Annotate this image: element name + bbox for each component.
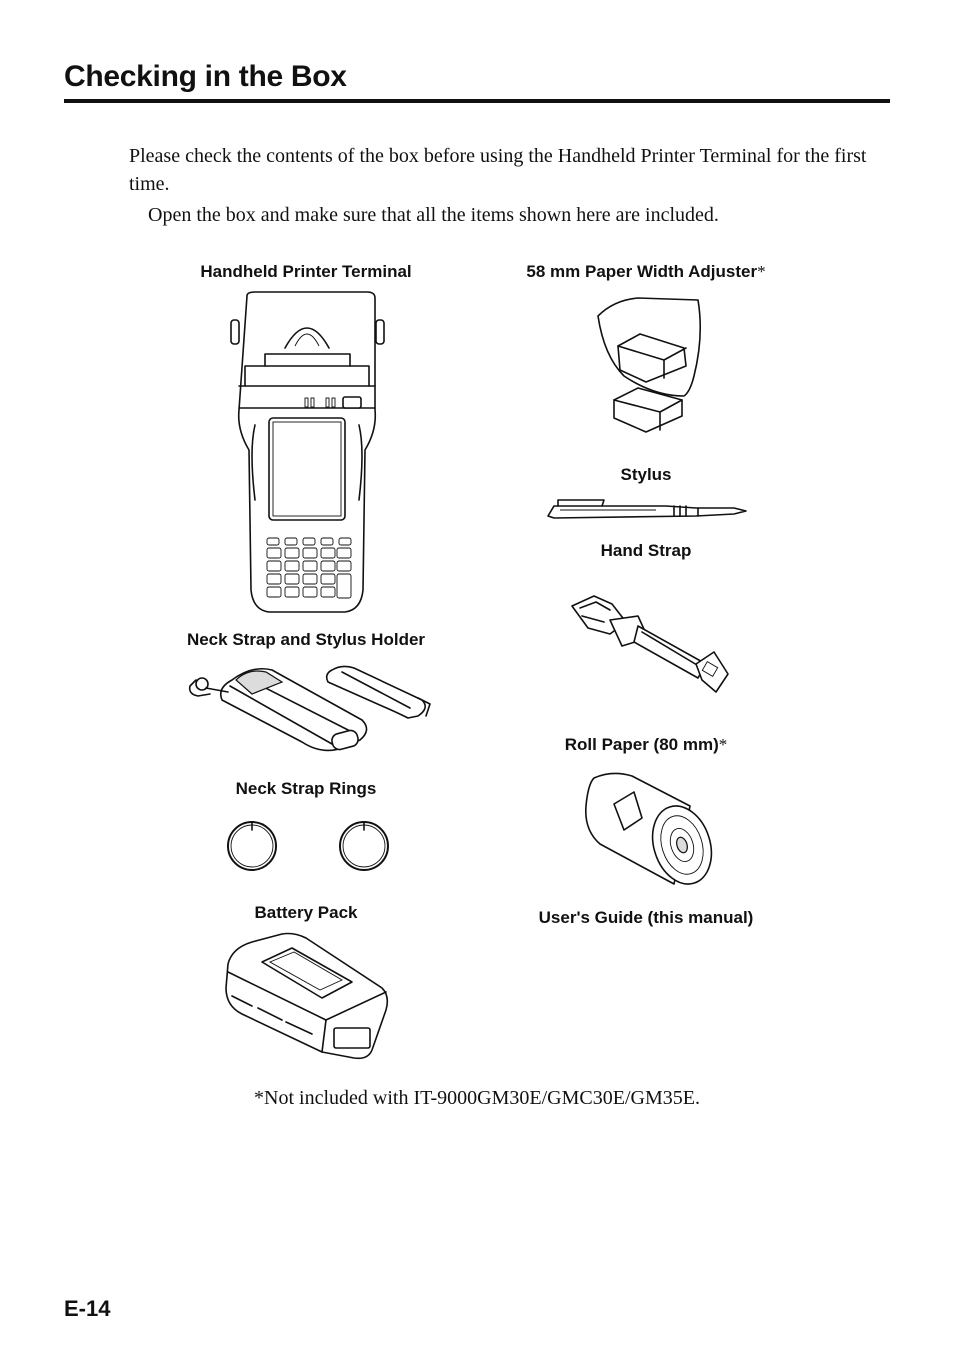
ring-icon	[338, 820, 390, 872]
label-hand-strap: Hand Strap	[600, 541, 692, 560]
label-neck-strap: Neck Strap and Stylus Holder	[186, 630, 426, 649]
label-adjuster	[496, 262, 796, 282]
stylus-icon	[546, 494, 752, 520]
intro-paragraph: Please check the contents of the box before using the Handheld Printer Terminal for the first time.	[129, 145, 867, 195]
label-rings: Neck Strap Rings	[235, 779, 377, 798]
battery-pack-icon	[222, 932, 392, 1062]
roll-paper-icon	[582, 770, 714, 888]
instruction-paragraph: Open the box and make sure that all the items shown here are included.	[148, 204, 719, 226]
hand-strap-icon	[566, 592, 731, 702]
page-title: Checking in the Box	[64, 60, 347, 93]
label-roll-paper	[496, 735, 796, 755]
label-adjuster-text: 58 mm Paper Width Adjuster	[526, 262, 758, 281]
ring-icon	[226, 820, 278, 872]
neck-strap-icon	[182, 660, 437, 760]
footnote: *Not included with IT-9000GM30E/GMC30E/GM35E.	[254, 1087, 700, 1109]
label-roll-paper-text: Roll Paper (80 mm)	[564, 735, 719, 754]
page-number: E-14	[64, 1296, 111, 1321]
label-terminal: Handheld Printer Terminal	[200, 262, 412, 281]
paper-width-adjuster-icon	[594, 296, 706, 436]
handheld-printer-terminal-icon	[225, 290, 390, 615]
label-stylus: Stylus	[620, 465, 672, 484]
label-battery: Battery Pack	[254, 903, 358, 922]
label-guide: User's Guide (this manual)	[538, 908, 754, 927]
asterisk-mark: *	[718, 735, 728, 754]
title-rule	[64, 99, 890, 103]
asterisk-mark: *	[757, 262, 766, 281]
